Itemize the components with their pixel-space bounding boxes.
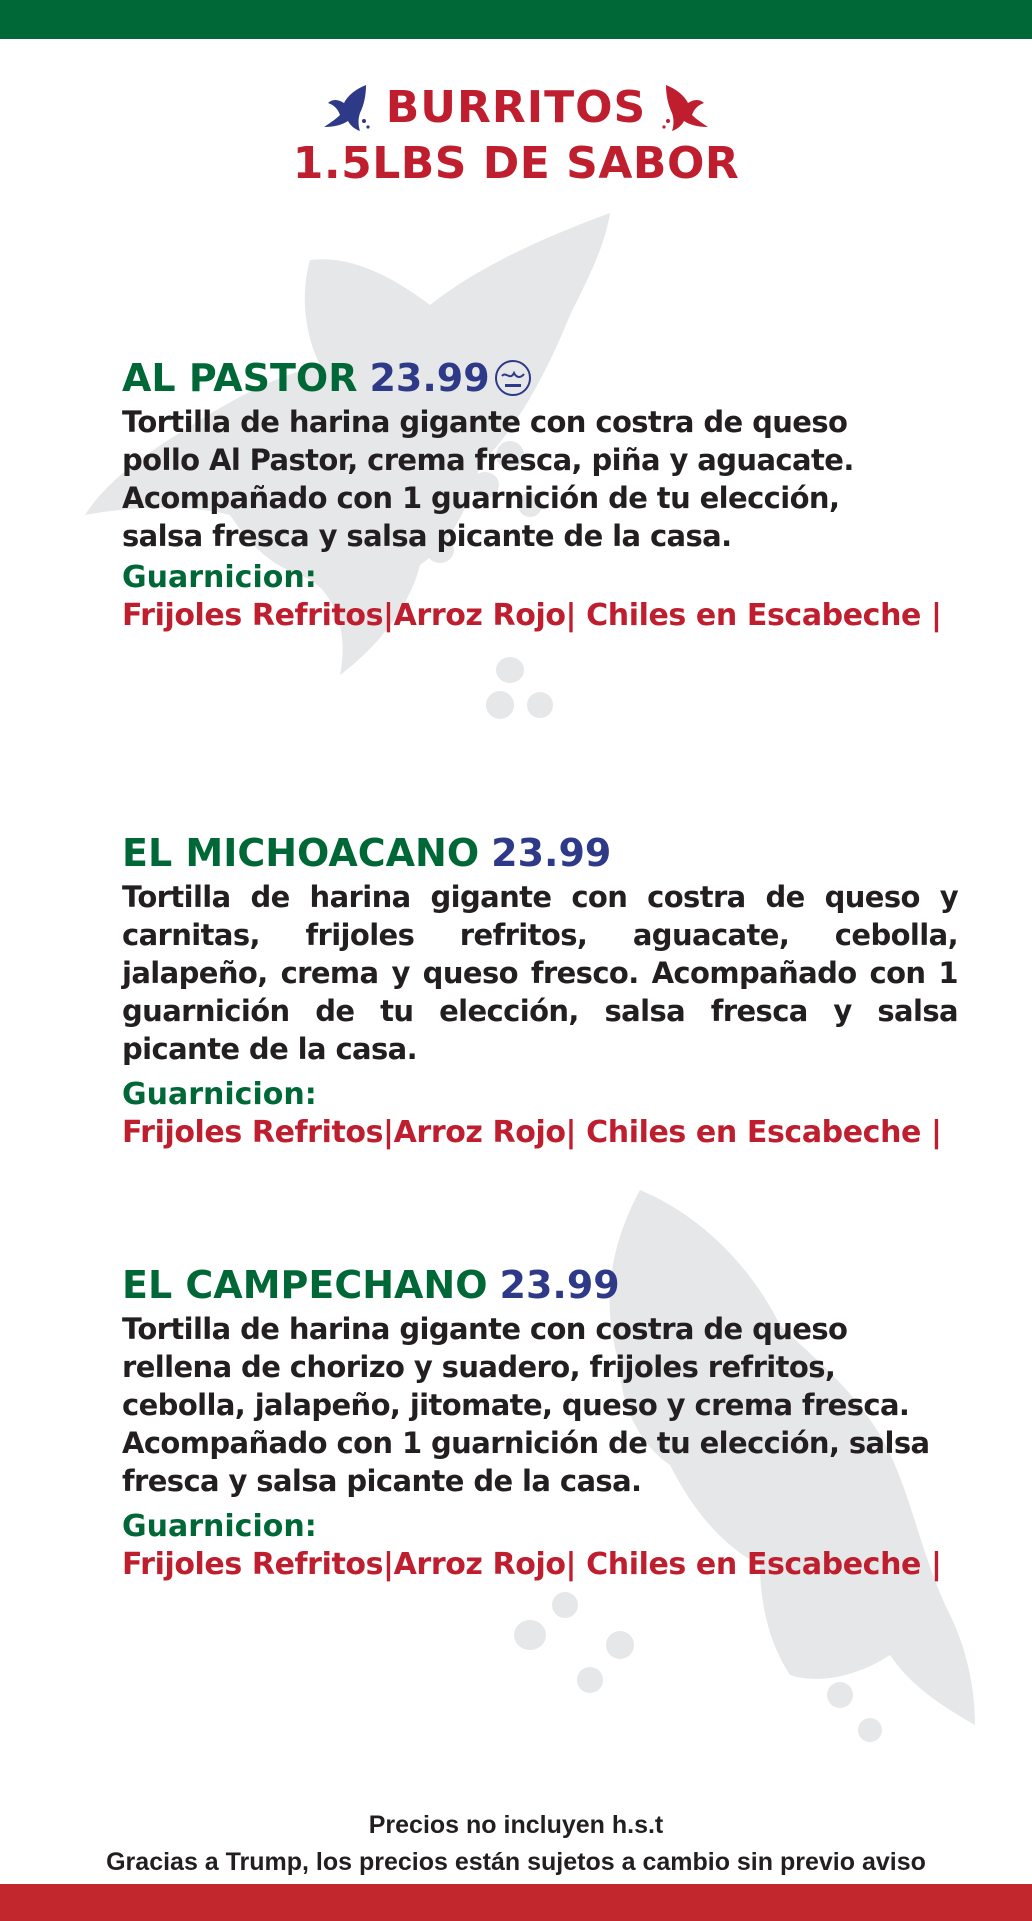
garnish-options: Frijoles Refritos|Arroz Rojo| Chiles en Escabeche |: [122, 1547, 942, 1582]
item-name: AL PASTOR: [122, 356, 358, 400]
garnish-label: Guarnicion:: [122, 1509, 317, 1544]
item-title: [122, 355, 958, 401]
garnish-label: Guarnicion:: [122, 560, 317, 595]
garnish-options: Frijoles Refritos|Arroz Rojo| Chiles en Escabeche |: [122, 598, 942, 633]
halal-badge-icon: [494, 359, 532, 397]
menu-item-al-pastor: [122, 355, 958, 635]
bottom-color-band: [0, 1884, 1032, 1921]
price-change-note: Gracias a Trump, los precios están sujetos a cambio sin previo aviso: [106, 1848, 926, 1876]
item-price: 23.99: [491, 831, 612, 875]
item-name: EL CAMPECHANO: [122, 1263, 488, 1307]
top-color-band: [0, 0, 1032, 39]
item-price: 23.99: [369, 356, 490, 400]
page-title: BURRITOS: [385, 81, 647, 133]
item-description: Tortilla de harina gigante con costra de queso rellena de chorizo y suadero, frijoles refritos, cebolla, jalapeño, jitomate, queso y crema fresca. Acompañado con 1 guarnición de tu elección, salsa fresca y salsa picante de la casa.: [122, 1312, 930, 1498]
tax-note: Precios no incluyen h.s.t: [368, 1811, 664, 1839]
item-description: Tortilla de harina gigante con costra de queso y carnitas, frijoles refritos, aguacate, cebolla, jalapeño, crema y queso fresco. Acompañado con 1 guarnición de tu elección, salsa fresca y salsa picante de la casa.: [122, 880, 958, 1066]
blue-bird-icon: [320, 81, 372, 133]
page-subtitle: 1.5LBS DE SABOR: [292, 138, 740, 189]
menu-header: [0, 78, 1032, 189]
item-name: EL MICHOACANO: [122, 831, 480, 875]
item-title: [122, 830, 958, 876]
menu-item-el-michoacano: [122, 830, 958, 1152]
garnish-options: Frijoles Refritos|Arroz Rojo| Chiles en Escabeche |: [122, 1115, 942, 1150]
menu-footer: [0, 1808, 1032, 1880]
garnish-label: Guarnicion:: [122, 1077, 317, 1112]
red-bird-icon: [660, 81, 712, 133]
menu-item-el-campechano: [122, 1262, 958, 1584]
item-title: [122, 1262, 958, 1308]
item-price: 23.99: [499, 1263, 620, 1307]
item-description: Tortilla de harina gigante con costra de queso pollo Al Pastor, crema fresca, piña y aguacate. Acompañado con 1 guarnición de tu elección, salsa fresca y salsa picante de la casa.: [122, 405, 854, 553]
